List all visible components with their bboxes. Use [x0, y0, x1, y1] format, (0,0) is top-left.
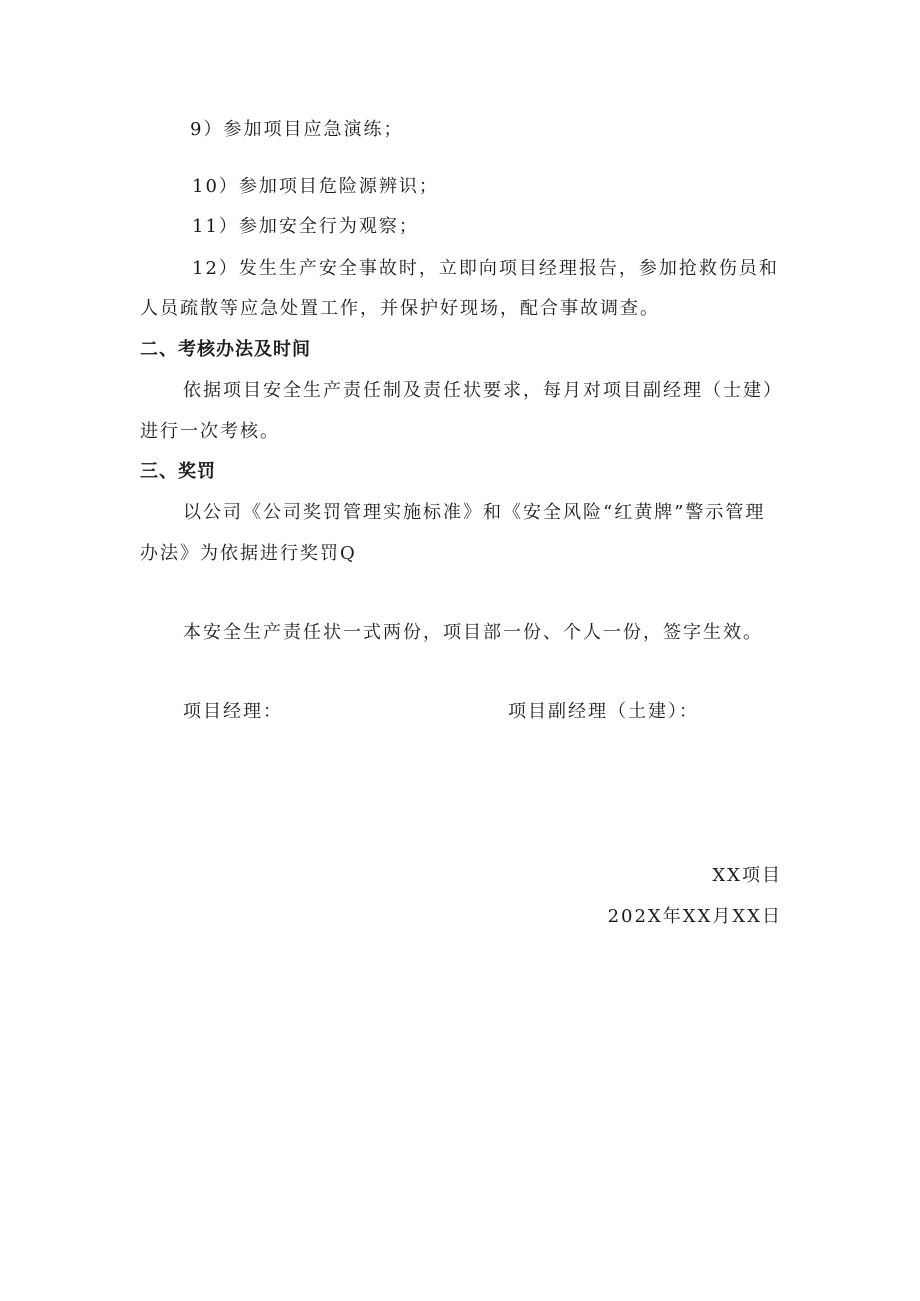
list-item-11: 11）参加安全行为观察； [192, 216, 419, 237]
signature-label-manager: 项目经理： [183, 701, 283, 722]
section-heading-assessment: 二、考核办法及时间 [140, 339, 311, 360]
list-item-12-line1: 12）发生生产安全事故时，立即向项目经理报告，参加抢救伤员和 [192, 258, 779, 279]
rewards-body-line1: 以公司《公司奖罚管理实施标准》和《安全风险“红黄牌”警示管理 [183, 502, 766, 523]
list-item-12-line2: 人员疏散等应急处置工作，并保护好现场，配合事故调查。 [140, 298, 660, 319]
list-item-9: 9）参加项目应急演练； [190, 119, 404, 140]
list-item-10: 10）参加项目危险源辨识； [192, 176, 439, 197]
closing-statement: 本安全生产责任状一式两份，项目部一份、个人一份，签字生效。 [183, 622, 763, 643]
footer-project: XX项目 [712, 865, 782, 886]
section-heading-rewards: 三、奖罚 [140, 461, 216, 482]
assessment-body-line2: 进行一次考核。 [140, 421, 280, 442]
assessment-body-line1: 依据项目安全生产责任制及责任状要求，每月对项目副经理（士建） [183, 380, 783, 401]
rewards-body-line2: 办法》为依据进行奖罚Q [140, 543, 357, 564]
footer-date: 202X年XX月XX日 [607, 906, 782, 927]
signature-label-deputy: 项目副经理（土建）： [508, 701, 699, 722]
